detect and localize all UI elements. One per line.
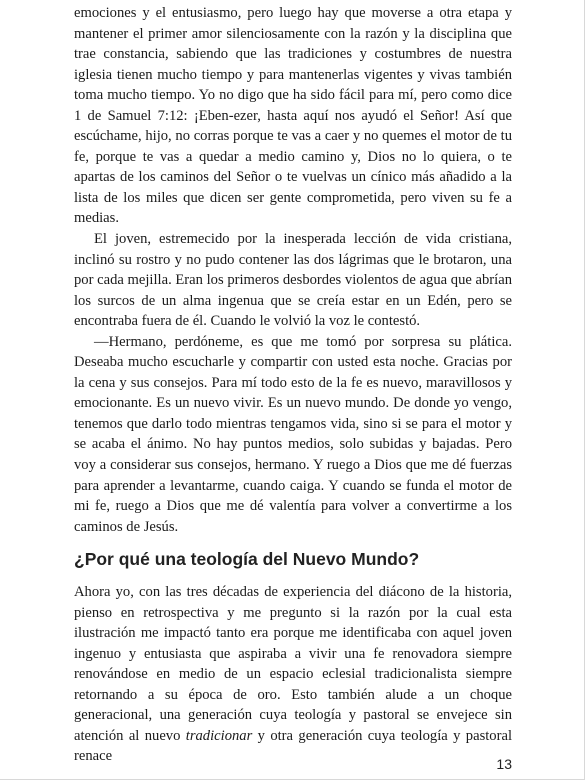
paragraph-young-man: El joven, estremecido por la inesperada lección de vida cristiana, inclinó su rostro y no pudo contener las dos lágrimas que le brotaron, una por cada mejilla. Eran los primeros desbordes violentos de agua que abrían los surcos de un alma ingenua que se creía estar en un Edén, pero se encontraba fuera de él. Cuando le volvió la voz le contestó.: [74, 231, 512, 330]
paragraph-continued: emociones y el entusiasmo, pero luego hay que moverse a otra etapa y mantener el primer amor silenciosamente con la razón y la disciplina que trae constancia, sabiendo que las tradiciones y costumbres de nuestra iglesia tienen mucho tiempo y para mantenerlas vigentes y vivas también toma mucho tiempo. Yo no digo que ha sido fácil para mí, pero como dice 1 de Samuel 7:12: ¡Eben-ezer, hasta aquí nos ayudó el Señor! Así que escúchame, hijo, no corras porque te vas a caer y no quemes el motor de tu fe, porque te vas a quedar a medio camino y, Dios no lo quiera, o te apartas de los caminos del Señor o te vuelvas un cínico más añadido a la lista de los miles que dicen ser gente comprometida, pero viven su fe a medias.: [74, 5, 512, 227]
page-number: 13: [496, 756, 512, 772]
paragraph-reflection: [74, 582, 512, 767]
body-text-top: [74, 3, 512, 537]
section-heading: ¿Por qué una teología del Nuevo Mundo?: [74, 549, 420, 569]
italic-term: tradicionar: [185, 727, 253, 744]
paragraph-dialogue: —Hermano, perdóneme, es que me tomó por sorpresa su plática. Deseaba mucho escucharle y compartir con usted esta noche. Gracias por la cena y sus consejos. Para mí todo esto de la fe es nuevo, maravillosos y emocionante. Es un nuevo vivir. Es un nuevo mundo. De donde yo vengo, tenemos que darlo todo mientras tengamos vida, sino si se para el motor y se acaba el ánimo. No hay puntos medios, solo subidas y bajadas. Pero voy a considerar sus consejos, hermano. Y ruego a Dios que me dé fuerzas para aprender a levantarme, cuando caiga. Y cuando se funda el motor de mi fe, ruego a Dios que me dé valentía para volver a convertirme a los caminos de Jesús.: [74, 333, 512, 535]
reflection-text-end: y otra generación cuya teología y pastoral renace: [74, 727, 512, 765]
body-text-bottom: [74, 582, 512, 767]
reflection-text-start: Ahora yo, con las tres décadas de experiencia del diácono de la historia, pienso en retrospectiva y me pregunto si la razón por la cual esta ilustración me impactó tanto era porque me identificaba con aquel joven ingenuo y entusiasta que aspiraba a vivir una fe renovadora siempre renovándose en medio de un espacio eclesial tradicionalista siempre retornando a su época de oro. Esto también alude a un choque generacional, una generación cuya teología y pastoral se envejece sin atención al nuevo: [74, 584, 512, 744]
